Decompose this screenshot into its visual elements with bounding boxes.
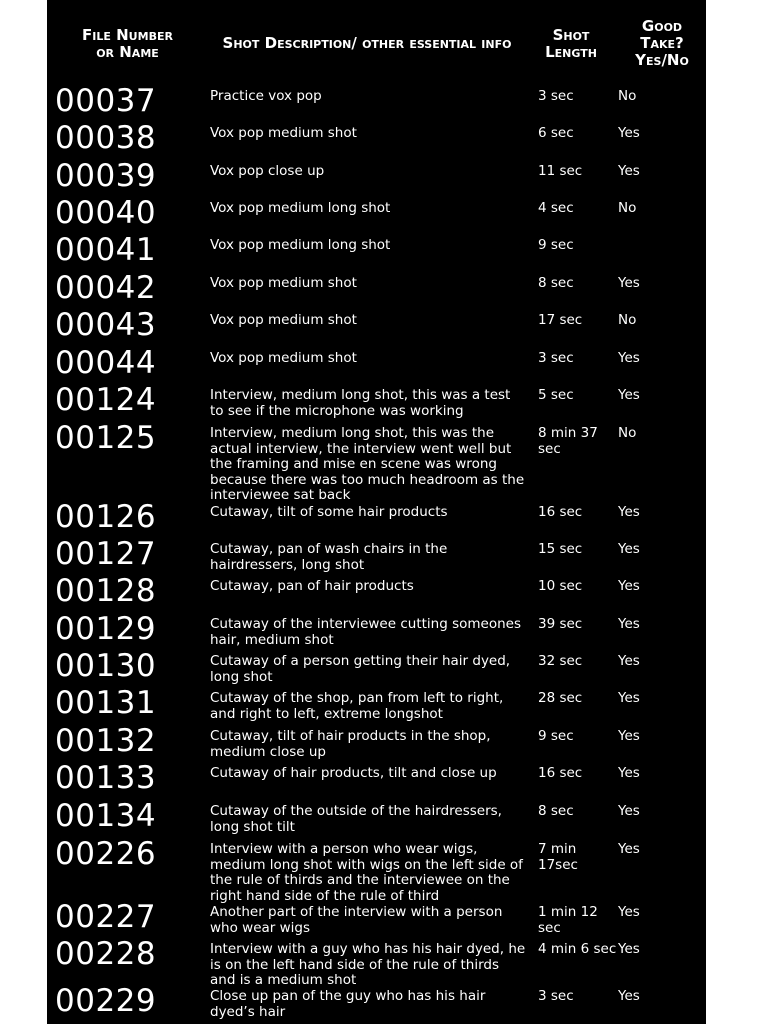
file-number-cell: 00124 bbox=[55, 382, 157, 418]
good-take-cell: Yes bbox=[618, 904, 640, 920]
file-number-cell: 00226 bbox=[55, 836, 157, 872]
file-number-cell: 00037 bbox=[55, 83, 157, 119]
shot-description-cell: Cutaway, tilt of hair products in the shop, medium close up bbox=[210, 728, 491, 760]
file-number-cell: 00228 bbox=[55, 936, 157, 972]
shot-length-cell: 15 sec bbox=[538, 541, 583, 557]
file-number-cell: 00128 bbox=[55, 573, 157, 609]
file-number-cell: 00127 bbox=[55, 536, 157, 572]
shot-description-cell: Vox pop medium shot bbox=[210, 312, 357, 328]
shot-description-cell: Interview with a person who wear wigs, medium long shot with wigs on the left side of the rule of thirds and the interviewee on the right hand side of the rule of third bbox=[210, 841, 523, 904]
shot-description-cell: Cutaway, tilt of some hair products bbox=[210, 504, 448, 520]
shot-description-cell: Cutaway of the outside of the hairdressers, long shot tilt bbox=[210, 803, 502, 835]
good-take-cell: Yes bbox=[618, 125, 640, 141]
shot-description-cell: Cutaway of the interviewee cutting someones hair, medium shot bbox=[210, 616, 521, 648]
shot-description-cell: Practice vox pop bbox=[210, 88, 322, 104]
shot-length-cell: 3 sec bbox=[538, 988, 574, 1004]
shot-description-cell: Vox pop medium shot bbox=[210, 350, 357, 366]
good-take-cell: Yes bbox=[618, 841, 640, 857]
shot-length-cell: 3 sec bbox=[538, 350, 574, 366]
shot-description-cell: Vox pop medium long shot bbox=[210, 237, 391, 253]
shot-description-cell: Vox pop medium shot bbox=[210, 275, 357, 291]
file-number-cell: 00229 bbox=[55, 983, 157, 1019]
shot-description-cell: Another part of the interview with a person who wear wigs bbox=[210, 904, 503, 936]
shot-length-cell: 11 sec bbox=[538, 163, 583, 179]
shot-length-cell: 10 sec bbox=[538, 578, 583, 594]
good-take-cell: Yes bbox=[618, 803, 640, 819]
file-number-cell: 00133 bbox=[55, 760, 157, 796]
good-take-cell: Yes bbox=[618, 765, 640, 781]
good-take-cell: Yes bbox=[618, 163, 640, 179]
file-number-cell: 00039 bbox=[55, 158, 157, 194]
shot-length-cell: 32 sec bbox=[538, 653, 583, 669]
shot-length-cell: 16 sec bbox=[538, 504, 583, 520]
shot-length-cell: 5 sec bbox=[538, 387, 574, 403]
file-number-cell: 00129 bbox=[55, 611, 157, 647]
file-number-cell: 00130 bbox=[55, 648, 157, 684]
shot-length-cell: 8 sec bbox=[538, 803, 574, 819]
good-take-cell: Yes bbox=[618, 728, 640, 744]
shot-description-cell: Cutaway, pan of hair products bbox=[210, 578, 414, 594]
good-take-cell: No bbox=[618, 88, 637, 104]
shot-length-cell: 17 sec bbox=[538, 312, 583, 328]
shot-length-cell: 9 sec bbox=[538, 728, 574, 744]
good-take-cell: Yes bbox=[618, 275, 640, 291]
good-take-cell: Yes bbox=[618, 653, 640, 669]
shot-length-cell: 8 min 37 sec bbox=[538, 425, 598, 457]
header-shot-length: Shot Length bbox=[545, 26, 597, 61]
shot-description-cell: Vox pop medium long shot bbox=[210, 200, 391, 216]
good-take-cell: Yes bbox=[618, 988, 640, 1004]
header-file-number: File Number or Name bbox=[82, 26, 173, 61]
file-number-cell: 00042 bbox=[55, 270, 157, 306]
shot-description-cell: Cutaway of a person getting their hair dyed, long shot bbox=[210, 653, 511, 685]
shot-length-cell: 3 sec bbox=[538, 88, 574, 104]
header-good-take: Good Take? Yes/No bbox=[635, 17, 689, 69]
good-take-cell: Yes bbox=[618, 690, 640, 706]
file-number-cell: 00134 bbox=[55, 798, 157, 834]
shot-length-cell: 4 sec bbox=[538, 200, 574, 216]
good-take-cell: Yes bbox=[618, 541, 640, 557]
good-take-cell: Yes bbox=[618, 504, 640, 520]
shot-description-cell: Cutaway of hair products, tilt and close up bbox=[210, 765, 497, 781]
shot-length-cell: 28 sec bbox=[538, 690, 583, 706]
file-number-cell: 00041 bbox=[55, 232, 157, 268]
shot-length-cell: 1 min 12 sec bbox=[538, 904, 598, 936]
file-number-cell: 00040 bbox=[55, 195, 157, 231]
file-number-cell: 00132 bbox=[55, 723, 157, 759]
file-number-cell: 00125 bbox=[55, 420, 157, 456]
file-number-cell: 00044 bbox=[55, 345, 157, 381]
shot-description-cell: Close up pan of the guy who has his hair dyed’s hair bbox=[210, 988, 486, 1020]
file-number-cell: 00038 bbox=[55, 120, 157, 156]
shot-length-cell: 4 min 6 sec bbox=[538, 941, 617, 957]
good-take-cell: No bbox=[618, 312, 637, 328]
shot-description-cell: Vox pop medium shot bbox=[210, 125, 357, 141]
shot-description-cell: Interview, medium long shot, this was the actual interview, the interview went well but the framing and mise en scene was wrong because there was too much headroom as the interviewee sat back bbox=[210, 425, 525, 504]
file-number-cell: 00131 bbox=[55, 685, 157, 721]
shot-length-cell: 16 sec bbox=[538, 765, 583, 781]
shot-description-cell: Cutaway of the shop, pan from left to right, and right to left, extreme longshot bbox=[210, 690, 504, 722]
shot-description-cell: Vox pop close up bbox=[210, 163, 325, 179]
shot-length-cell: 9 sec bbox=[538, 237, 574, 253]
good-take-cell: Yes bbox=[618, 616, 640, 632]
header-shot-description: Shot Description/ other essential info bbox=[222, 34, 512, 52]
shot-description-cell: Interview, medium long shot, this was a test to see if the microphone was working bbox=[210, 387, 511, 419]
good-take-cell: No bbox=[618, 200, 637, 216]
good-take-cell: Yes bbox=[618, 941, 640, 957]
file-number-cell: 00227 bbox=[55, 899, 157, 935]
shot-length-cell: 7 min 17sec bbox=[538, 841, 578, 873]
shot-length-cell: 39 sec bbox=[538, 616, 583, 632]
shot-description-cell: Cutaway, pan of wash chairs in the hairdressers, long shot bbox=[210, 541, 448, 573]
shot-description-cell: Interview with a guy who has his hair dyed, he is on the left hand side of the rule of thirds and is a medium shot bbox=[210, 941, 526, 989]
shot-log-rows bbox=[47, 0, 706, 1024]
good-take-cell: Yes bbox=[618, 350, 640, 366]
good-take-cell: No bbox=[618, 425, 637, 441]
file-number-cell: 00043 bbox=[55, 307, 157, 343]
shot-log-sheet bbox=[47, 0, 706, 1024]
shot-length-cell: 8 sec bbox=[538, 275, 574, 291]
file-number-cell: 00126 bbox=[55, 499, 157, 535]
good-take-cell: Yes bbox=[618, 578, 640, 594]
good-take-cell: Yes bbox=[618, 387, 640, 403]
shot-length-cell: 6 sec bbox=[538, 125, 574, 141]
